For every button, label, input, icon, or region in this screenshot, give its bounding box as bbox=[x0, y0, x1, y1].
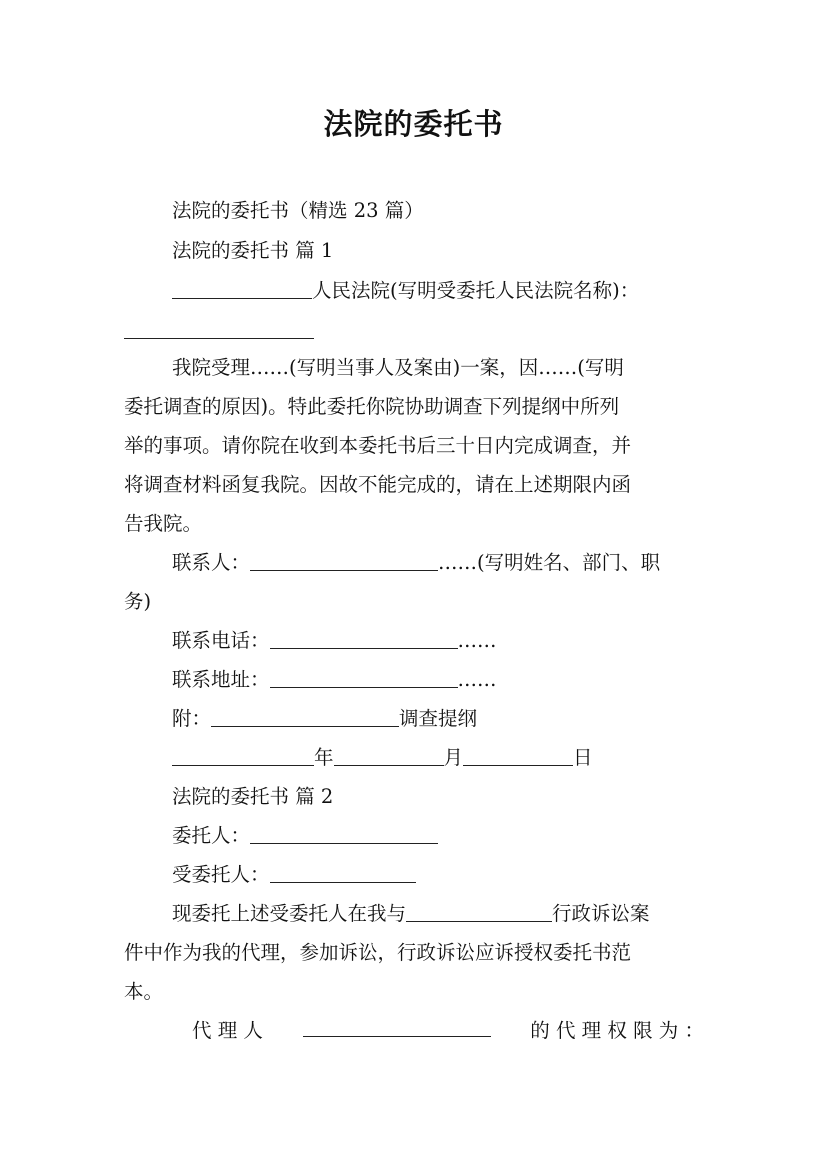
phone-label: 联系电话： bbox=[172, 629, 270, 652]
attachment-blank bbox=[211, 708, 399, 727]
addressee-suffix: 人民法院(写明受委托人民法院名称)： bbox=[312, 279, 640, 302]
addressee-line bbox=[172, 278, 639, 304]
year-blank bbox=[172, 747, 314, 766]
day-blank bbox=[463, 747, 573, 766]
paragraph-1-line-1: 我院受理……(写明当事人及案由)一案，因……(写明 bbox=[172, 356, 624, 379]
document-title: 法院的委托书 bbox=[323, 107, 504, 141]
attachment-line bbox=[172, 706, 477, 732]
paragraph-1-line-3: 举的事项。请你院在收到本委托书后三十日内完成调查，并 bbox=[124, 434, 632, 457]
attachment-label: 附： bbox=[172, 707, 212, 730]
address-label: 联系地址： bbox=[172, 668, 270, 691]
phone-blank bbox=[270, 630, 458, 649]
authority-line bbox=[192, 1018, 704, 1044]
addressee-continuation bbox=[124, 318, 314, 344]
court-name-blank bbox=[172, 280, 312, 299]
month-label: 月 bbox=[443, 746, 464, 769]
contact-label: 联系人： bbox=[172, 551, 251, 574]
case-party-blank bbox=[406, 903, 552, 922]
paragraph-2-line-1 bbox=[172, 901, 650, 927]
agent-name-blank bbox=[303, 1018, 491, 1037]
paragraph-2-line-3: 本。 bbox=[124, 980, 164, 1003]
paragraph-1-line-4: 将调查材料函复我院。因故不能完成的，请在上述期限内函 bbox=[124, 473, 632, 496]
principal-line bbox=[172, 823, 438, 849]
heading-1: 法院的委托书 篇 1 bbox=[172, 239, 334, 262]
phone-line bbox=[172, 628, 497, 654]
paragraph-1-line-5: 告我院。 bbox=[124, 512, 203, 535]
phone-suffix: …… bbox=[457, 629, 497, 652]
attachment-suffix: 调查提纲 bbox=[399, 707, 478, 730]
contact-line bbox=[172, 550, 660, 576]
agent-blank bbox=[270, 864, 416, 883]
heading-2: 法院的委托书 篇 2 bbox=[172, 785, 334, 808]
agent-label: 受委托人： bbox=[172, 863, 270, 886]
authority-text-b: 的 代 理 权 限 为 ： bbox=[530, 1019, 704, 1042]
address-line bbox=[172, 667, 497, 693]
paragraph-1-line-2: 委托调查的原因)。特此委托你院协助调查下列提纲中所列 bbox=[124, 395, 620, 418]
paragraph-2-line-2: 件中作为我的代理，参加诉讼，行政诉讼应诉授权委托书范 bbox=[124, 941, 632, 964]
contact-blank bbox=[250, 552, 438, 571]
address-blank bbox=[270, 669, 458, 688]
authority-text-a: 代 理 人 bbox=[192, 1019, 263, 1042]
subtitle: 法院的委托书（精选 23 篇） bbox=[172, 199, 424, 222]
paragraph-2-text-b: 行政诉讼案 bbox=[552, 902, 650, 925]
paragraph-2-text-a: 现委托上述受委托人在我与 bbox=[172, 902, 407, 925]
contact-wrap: 务) bbox=[124, 590, 152, 613]
address-suffix: …… bbox=[457, 668, 497, 691]
agent-line bbox=[172, 862, 416, 888]
year-label: 年 bbox=[314, 746, 334, 769]
addressee-blank bbox=[124, 320, 314, 339]
day-label: 日 bbox=[573, 746, 593, 769]
principal-blank bbox=[250, 825, 438, 844]
date-line bbox=[172, 745, 593, 771]
month-blank bbox=[334, 747, 444, 766]
contact-suffix: ……(写明姓名、部门、职 bbox=[438, 551, 661, 574]
principal-label: 委托人： bbox=[172, 824, 251, 847]
